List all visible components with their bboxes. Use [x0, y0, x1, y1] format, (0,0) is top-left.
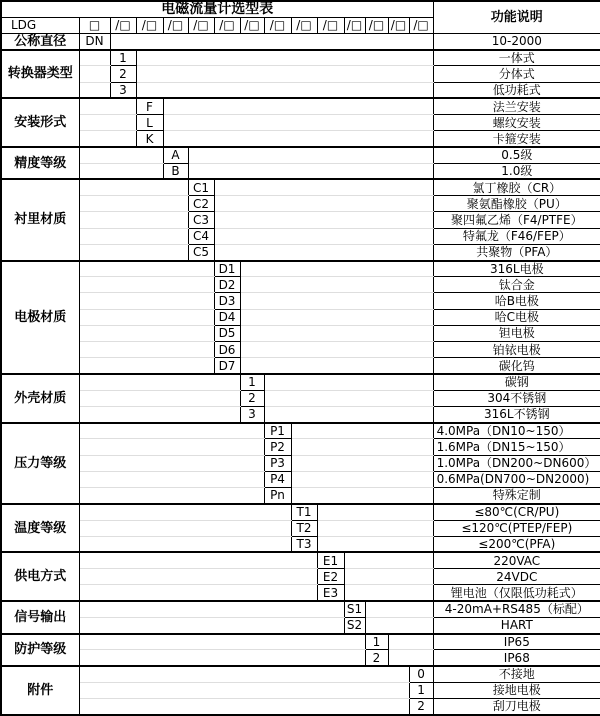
filler-cell [79, 244, 188, 260]
category-cell: 安装形式 [1, 98, 79, 147]
filler-cell [240, 261, 433, 277]
option-code-cell: 3 [110, 82, 136, 98]
model-slot-box-8: /□ [291, 17, 317, 33]
filler-cell [79, 406, 240, 422]
option-desc-cell: 钽电极 [433, 325, 600, 341]
option-code-cell: D5 [214, 325, 240, 341]
option-code-cell: 2 [409, 698, 433, 715]
filler-cell [291, 439, 433, 455]
model-slot-box-3: /□ [163, 17, 188, 33]
filler-cell [79, 455, 264, 471]
filler-cell [79, 115, 136, 131]
filler-cell [79, 325, 214, 341]
option-desc-cell: 钛合金 [433, 277, 600, 293]
option-desc-cell: 铂铱电极 [433, 342, 600, 358]
option-desc-cell: 一体式 [433, 50, 600, 66]
filler-cell [79, 309, 214, 325]
option-desc-cell: 氯丁橡胶（CR） [433, 179, 600, 195]
filler-cell [79, 504, 291, 520]
filler-cell [79, 66, 110, 82]
filler-cell [79, 634, 365, 650]
filler-cell [136, 50, 433, 66]
option-desc-cell: 碳化钨 [433, 358, 600, 374]
filler-cell [110, 33, 433, 49]
option-code-cell: C2 [188, 196, 214, 212]
option-code-cell: D2 [214, 277, 240, 293]
model-slot-box-1: /□ [110, 17, 136, 33]
option-code-cell: F [136, 98, 163, 114]
option-desc-cell: 碳钢 [433, 374, 600, 390]
filler-cell [240, 293, 433, 309]
option-code-cell: 1 [409, 682, 433, 698]
option-desc-cell: 0.5级 [433, 147, 600, 163]
option-code-cell: A [163, 147, 188, 163]
filler-cell [79, 423, 264, 439]
option-desc-cell: 聚氨酯橡胶（PU） [433, 196, 600, 212]
filler-cell [79, 163, 163, 179]
filler-cell [79, 698, 409, 715]
option-desc-cell: 法兰安装 [433, 98, 600, 114]
filler-cell [264, 406, 433, 422]
filler-cell [214, 228, 433, 244]
filler-cell [79, 585, 317, 601]
option-code-cell: L [136, 115, 163, 131]
option-code-cell: 2 [365, 650, 388, 666]
option-desc-cell: 10-2000 [433, 33, 600, 49]
filler-cell [79, 682, 409, 698]
model-slot-box-10: /□ [344, 17, 365, 33]
filler-cell [79, 147, 163, 163]
option-desc-cell: 1.0级 [433, 163, 600, 179]
filler-cell [79, 196, 188, 212]
filler-cell [163, 98, 433, 114]
filler-cell [79, 471, 264, 487]
option-desc-cell: 哈B电极 [433, 293, 600, 309]
option-code-cell: 0 [409, 666, 433, 682]
model-slot-box-12: /□ [388, 17, 409, 33]
category-cell: 温度等级 [1, 504, 79, 553]
option-code-cell: 1 [240, 374, 264, 390]
filler-cell [291, 488, 433, 504]
option-desc-cell: 不接地 [433, 666, 600, 682]
option-code-cell: T1 [291, 504, 317, 520]
filler-cell [79, 520, 291, 536]
filler-cell [291, 471, 433, 487]
option-code-cell: Pn [264, 488, 291, 504]
filler-cell [79, 569, 317, 585]
filler-cell [79, 228, 188, 244]
filler-cell [79, 212, 188, 228]
option-desc-cell: 特氟龙（F46/FEP） [433, 228, 600, 244]
option-code-cell: P1 [264, 423, 291, 439]
filler-cell [79, 261, 214, 277]
model-slot-box-2: /□ [136, 17, 163, 33]
filler-cell [79, 601, 344, 617]
filler-cell [79, 617, 344, 633]
option-code-cell: D3 [214, 293, 240, 309]
filler-cell [214, 179, 433, 195]
filler-cell [240, 342, 433, 358]
selection-table-body [1, 1, 600, 715]
model-slot-box-11: /□ [365, 17, 388, 33]
option-desc-cell: 220VAC [433, 552, 600, 568]
option-code-cell: P4 [264, 471, 291, 487]
option-desc-cell: HART [433, 617, 600, 633]
option-code-cell: T3 [291, 536, 317, 552]
filler-cell [163, 131, 433, 147]
filler-cell [388, 634, 433, 650]
option-code-cell: D1 [214, 261, 240, 277]
page-title: 电磁流量计选型表 [1, 1, 433, 17]
option-desc-cell: 304不锈钢 [433, 390, 600, 406]
option-desc-cell: 哈C电极 [433, 309, 600, 325]
option-desc-cell: 316L电极 [433, 261, 600, 277]
option-code-cell: S1 [344, 601, 365, 617]
category-cell: 防护等级 [1, 634, 79, 666]
option-code-cell: 3 [240, 406, 264, 422]
filler-cell [79, 277, 214, 293]
category-cell: 压力等级 [1, 423, 79, 504]
filler-cell [291, 455, 433, 471]
category-cell: 转换器类型 [1, 50, 79, 99]
filler-cell [214, 212, 433, 228]
model-slot-box-7: /□ [264, 17, 291, 33]
option-desc-cell: 共聚物（PFA） [433, 244, 600, 260]
option-code-cell: 1 [110, 50, 136, 66]
filler-cell [79, 536, 291, 552]
category-cell: 衬里材质 [1, 179, 79, 260]
model-slot-box-13: /□ [409, 17, 433, 33]
filler-cell [317, 536, 433, 552]
option-code-cell: D6 [214, 342, 240, 358]
category-cell: 公称直径 [1, 33, 79, 49]
option-desc-cell: 分体式 [433, 66, 600, 82]
option-desc-cell: 聚四氟乙烯（F4/PTFE） [433, 212, 600, 228]
option-desc-cell: 低功耗式 [433, 82, 600, 98]
option-desc-cell: 锂电池（仅限低功耗式） [433, 585, 600, 601]
filler-cell [264, 374, 433, 390]
option-desc-cell: 316L不锈钢 [433, 406, 600, 422]
option-code-cell: P3 [264, 455, 291, 471]
option-code-cell: C5 [188, 244, 214, 260]
filler-cell [79, 179, 188, 195]
option-desc-cell: ≤120℃(PTEP/FEP) [433, 520, 600, 536]
option-desc-cell: 4-20mA+RS485（标配） [433, 601, 600, 617]
option-code-cell: E1 [317, 552, 344, 568]
model-prefix-cell: LDG [1, 17, 79, 33]
filler-cell [79, 131, 136, 147]
option-code-cell: C3 [188, 212, 214, 228]
filler-cell [136, 82, 433, 98]
category-cell: 信号输出 [1, 601, 79, 633]
filler-cell [264, 390, 433, 406]
filler-cell [291, 423, 433, 439]
option-desc-cell: 24VDC [433, 569, 600, 585]
option-code-cell: 2 [110, 66, 136, 82]
filler-cell [388, 650, 433, 666]
filler-cell [79, 488, 264, 504]
category-cell: 电极材质 [1, 261, 79, 375]
option-desc-cell: 螺纹安装 [433, 115, 600, 131]
filler-cell [240, 277, 433, 293]
filler-cell [79, 342, 214, 358]
option-desc-cell: 卡箍安装 [433, 131, 600, 147]
option-desc-cell: 1.6MPa（DN15~150） [433, 439, 600, 455]
filler-cell [214, 196, 433, 212]
filler-cell [79, 50, 110, 66]
option-code-cell: D7 [214, 358, 240, 374]
option-code-cell: K [136, 131, 163, 147]
option-desc-cell: ≤80℃(CR/PU) [433, 504, 600, 520]
filler-cell [79, 374, 240, 390]
filler-cell [317, 504, 433, 520]
filler-cell [79, 552, 317, 568]
filler-cell [344, 569, 433, 585]
filler-cell [163, 115, 433, 131]
filler-cell [365, 601, 433, 617]
option-desc-cell: 接地电极 [433, 682, 600, 698]
option-desc-cell: IP65 [433, 634, 600, 650]
filler-cell [344, 552, 433, 568]
option-code-cell: P2 [264, 439, 291, 455]
category-cell: 附件 [1, 666, 79, 715]
option-code-cell: C1 [188, 179, 214, 195]
option-desc-cell: 0.6MPa(DN700~DN2000) [433, 471, 600, 487]
filler-cell [344, 585, 433, 601]
option-desc-cell: 1.0MPa（DN200~DN600） [433, 455, 600, 471]
filler-cell [136, 66, 433, 82]
filler-cell [317, 520, 433, 536]
option-code-cell: S2 [344, 617, 365, 633]
filler-cell [79, 98, 136, 114]
option-desc-cell: ≤200℃(PFA) [433, 536, 600, 552]
option-code-cell: E3 [317, 585, 344, 601]
filler-cell [79, 358, 214, 374]
option-code-cell: B [163, 163, 188, 179]
filler-cell [240, 325, 433, 341]
filler-cell [79, 650, 365, 666]
option-code-cell: 2 [240, 390, 264, 406]
model-slot-box-9: /□ [317, 17, 344, 33]
filler-cell [240, 309, 433, 325]
model-slot-box-6: /□ [240, 17, 264, 33]
option-desc-cell: 4.0MPa（DN10~150） [433, 423, 600, 439]
option-code-cell: DN [79, 33, 110, 49]
option-code-cell: E2 [317, 569, 344, 585]
filler-cell [214, 244, 433, 260]
filler-cell [79, 439, 264, 455]
model-first-box: □ [79, 17, 110, 33]
option-code-cell: 1 [365, 634, 388, 650]
option-code-cell: D4 [214, 309, 240, 325]
filler-cell [188, 147, 433, 163]
filler-cell [240, 358, 433, 374]
category-cell: 外壳材质 [1, 374, 79, 423]
filler-cell [79, 390, 240, 406]
category-cell: 供电方式 [1, 552, 79, 601]
model-slot-box-5: /□ [214, 17, 240, 33]
filler-cell [79, 666, 409, 682]
filler-cell [79, 293, 214, 309]
category-cell: 精度等级 [1, 147, 79, 179]
filler-cell [188, 163, 433, 179]
model-slot-box-4: /□ [188, 17, 214, 33]
option-desc-cell: 特殊定制 [433, 488, 600, 504]
function-column-header: 功能说明 [433, 1, 600, 33]
option-desc-cell: 刮刀电极 [433, 698, 600, 715]
option-code-cell: T2 [291, 520, 317, 536]
option-code-cell: C4 [188, 228, 214, 244]
option-desc-cell: IP68 [433, 650, 600, 666]
filler-cell [365, 617, 433, 633]
filler-cell [79, 82, 110, 98]
